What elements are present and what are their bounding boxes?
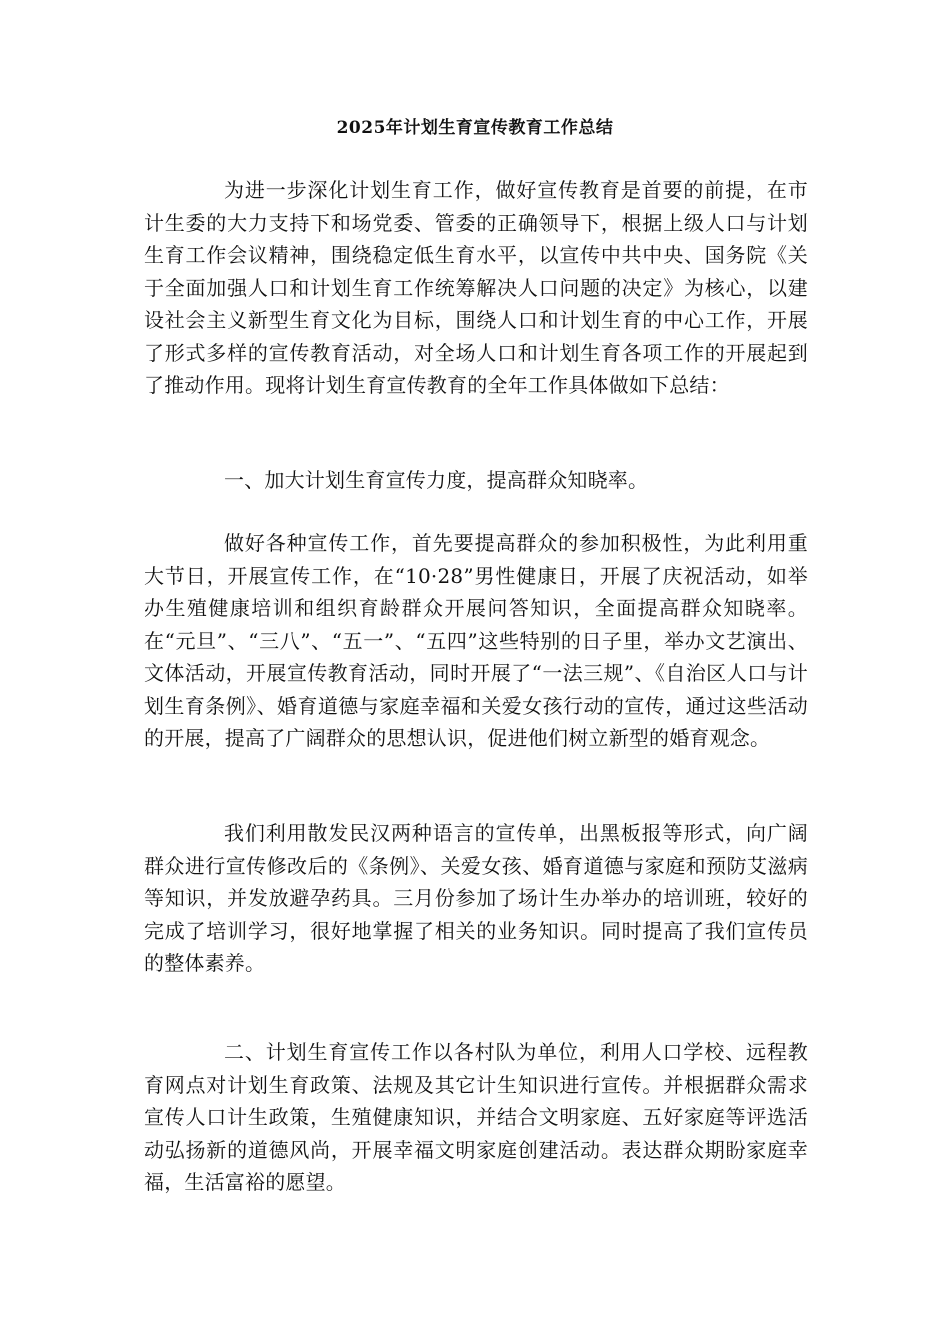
section-heading-2-paragraph: 二、计划生育宣传工作以各村队为单位，利用人口学校、远程教育网点对计划生育政策、法规及其它计生知识进行宣传。并根据群众需求宣传人口计生政策，生殖健康知识，并结合文明家庭、五好家庭等评选活动弘扬新的道德风尚，开展幸福文明家庭创建活动。表达群众期盼家庭幸福，生活富裕的愿望。 [144,1040,808,1194]
document-title: 2025年计划生育宣传教育工作总结 [336,118,614,138]
section-heading-1: 一、加大计划生育宣传力度，提高群众知晓率。 [224,468,649,492]
paragraph-intro: 为进一步深化计划生育工作，做好宣传教育是首要的前提，在市计生委的大力支持下和场党委、管委的正确领导下，根据上级人口与计划生育工作会议精神，围绕稳定低生育水平，以宣传中共中央、国务院《关于全面加强人口和计划生育工作统筹解决人口问题的决定》为核心，以建设社会主义新型生育文化为目标，围绕人口和计划生育的中心工作，开展了形式多样的宣传教育活动，对全场人口和计划生育各项工作的开展起到了推动作用。现将计划生育宣传教育的全年工作具体做如下总结： [144,178,808,397]
paragraph-leaflets-training: 我们利用散发民汉两种语言的宣传单，出黑板报等形式，向广阔群众进行宣传修改后的《条例》、关爱女孩、婚育道德与家庭和预防艾滋病等知识，并发放避孕药具。三月份参加了场计生办举办的培训班，较好的完成了培训学习，很好地掌握了相关的业务知识。同时提高了我们宣传员的整体素养。 [144,821,808,975]
paragraph-holiday-activities: 做好各种宣传工作，首先要提高群众的参加积极性，为此利用重大节日，开展宣传工作，在“10·28”男性健康日，开展了庆祝活动，如举办生殖健康培训和组织育龄群众开展问答知识，全面提高群众知晓率。在“元旦”、“三八”、“五一”、“五四”这些特别的日子里，举办文艺演出、文体活动，开展宣传教育活动，同时开展了“一法三规”、《自治区人口与计划生育条例》、婚育道德与家庭幸福和关爱女孩行动的宣传，通过这些活动的开展，提高了广阔群众的思想认识，促进他们树立新型的婚育观念。 [144,531,808,750]
